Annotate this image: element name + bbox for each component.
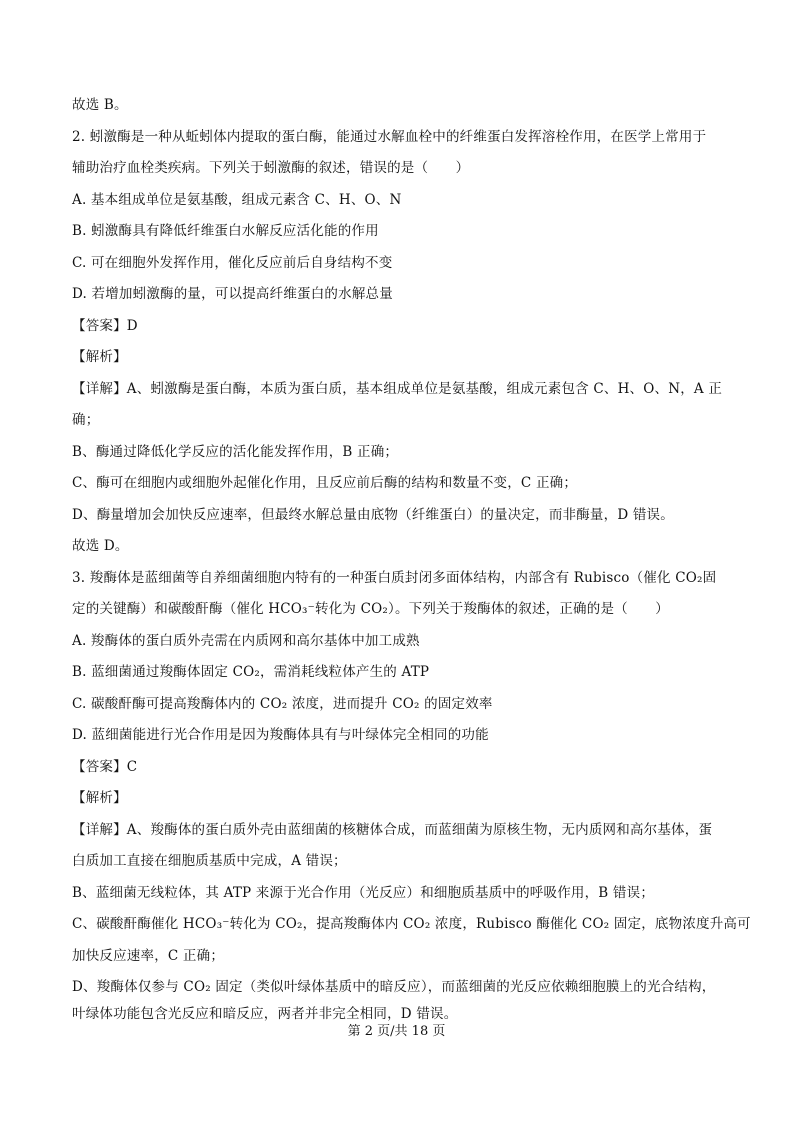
- explanation-line: D、酶量增加会加快反应速率，但最终水解总量由底物（纤维蛋白）的量决定，而非酶量，D 错误。: [72, 507, 674, 523]
- explanation-line: D、羧酶体仅参与 CO₂ 固定（类似叶绿体基质中的暗反应），而蓝细菌的光反应依赖细胞膜上的光合结构，: [72, 979, 716, 995]
- text-line: 故选 B。: [72, 97, 128, 113]
- option-d: D. 蓝细菌能进行光合作用是因为羧酶体具有与叶绿体完全相同的功能: [72, 727, 489, 743]
- option-c: C. 可在细胞外发挥作用，催化反应前后自身结构不变: [72, 255, 393, 271]
- question-3-stem: 3. 羧酶体是蓝细菌等自养细菌细胞内特有的一种蛋白质封闭多面体结构，内部含有 Rubisco（催化 CO₂固: [72, 570, 717, 586]
- analysis-label: 【解析】: [72, 790, 127, 806]
- text-line: 故选 D。: [72, 538, 129, 554]
- explanation-line: C、酶可在细胞内或细胞外起催化作用，且反应前后酶的结构和数量不变，C 正确；: [72, 475, 578, 491]
- question-3-stem-cont: 定的关键酶）和碳酸酐酶（催化 HCO₃⁻转化为 CO₂）。下列关于羧酶体的叙述，正确的是（ ）: [72, 601, 669, 617]
- explanation-line: C、碳酸酐酶催化 HCO₃⁻转化为 CO₂，提高羧酶体内 CO₂ 浓度，Rubisco 酶催化 CO₂ 固定，底物浓度升高可: [72, 916, 751, 932]
- explanation-line: B、酶通过降低化学反应的活化能发挥作用，B 正确；: [72, 444, 399, 460]
- page-number-footer: 第 2 页/共 18 页: [347, 1024, 446, 1039]
- option-b: B. 蚓激酶具有降低纤维蛋白水解反应活化能的作用: [72, 223, 379, 239]
- explanation-line: 确；: [72, 412, 100, 428]
- answer-label: 【答案】C: [72, 759, 138, 775]
- explanation-line: 叶绿体功能包含光反应和暗反应，两者并非完全相同，D 错误。: [72, 1006, 458, 1022]
- option-d: D. 若增加蚓激酶的量，可以提高纤维蛋白的水解总量: [72, 286, 393, 302]
- explanation-line: B、蓝细菌无线粒体，其 ATP 来源于光合作用（光反应）和细胞质基质中的呼吸作用，B 错误；: [72, 885, 655, 901]
- explanation-line: 【详解】A、蚓激酶是蛋白酶，本质为蛋白质，基本组成单位是氨基酸，组成元素包含 C、H、O、N，A 正: [72, 381, 723, 397]
- explanation-line: 白质加工直接在细胞质基质中完成，A 错误；: [72, 853, 347, 869]
- answer-label: 【答案】D: [72, 318, 138, 334]
- explanation-line: 加快反应速率，C 正确；: [72, 948, 225, 964]
- question-2-stem-cont: 辅助治疗血栓类疾病。下列关于蚓激酶的叙述，错误的是（ ）: [72, 160, 470, 176]
- analysis-label: 【解析】: [72, 349, 127, 365]
- explanation-line: 【详解】A、羧酶体的蛋白质外壳由蓝细菌的核糖体合成，而蓝细菌为原核生物，无内质网和高尔基体，蛋: [72, 822, 713, 838]
- question-2-stem: 2. 蚓激酶是一种从蚯蚓体内提取的蛋白酶，能通过水解血栓中的纤维蛋白发挥溶栓作用，在医学上常用于: [72, 129, 707, 145]
- option-a: A. 羧酶体的蛋白质外壳需在内质网和高尔基体中加工成熟: [72, 633, 420, 649]
- option-a: A. 基本组成单位是氨基酸，组成元素含 C、H、O、N: [72, 192, 402, 208]
- option-c: C. 碳酸酐酶可提高羧酶体内的 CO₂ 浓度，进而提升 CO₂ 的固定效率: [72, 696, 493, 712]
- option-b: B. 蓝细菌通过羧酶体固定 CO₂，需消耗线粒体产生的 ATP: [72, 664, 430, 680]
